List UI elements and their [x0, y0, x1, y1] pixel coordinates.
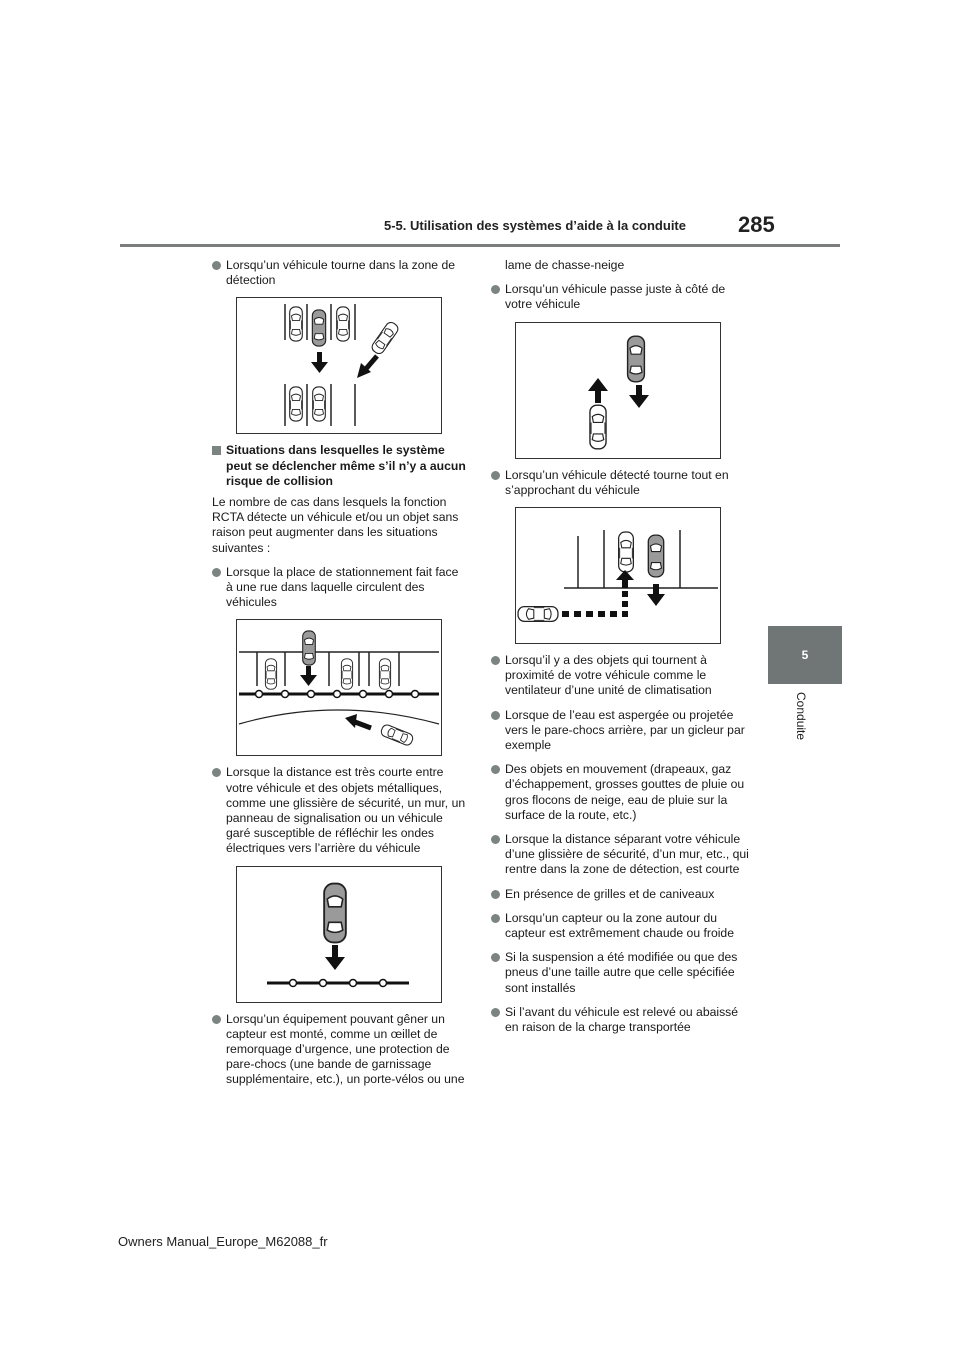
heading-square-icon: [212, 446, 221, 455]
bullet-icon: [491, 953, 500, 962]
bullet-icon: [491, 914, 500, 923]
bullet-icon: [212, 261, 221, 270]
list-item: [491, 832, 751, 878]
list-item-text: Lorsqu’un capteur ou la zone autour du capteur est extrêmement chaude ou froide: [505, 910, 734, 941]
chapter-number: 5: [801, 648, 809, 662]
list-item: [491, 887, 751, 902]
list-item: [491, 708, 751, 754]
list-item-continued: lame de chasse-neige: [505, 258, 625, 272]
list-item-text: Si la suspension a été modifiée ou que des pneus d’une taille autre que celle spécifiée sont installés: [505, 950, 738, 995]
list-item: [491, 762, 751, 823]
list-item-text: Lorsqu’un véhicule détecté tourne tout en s’approchant du véhicule: [505, 467, 729, 497]
list-item: [212, 1012, 468, 1088]
list-item: [212, 565, 468, 611]
left-column: [212, 258, 468, 1097]
list-item-text: En présence de grilles et de caniveaux: [505, 886, 715, 901]
figure-guardrail-close: [236, 866, 442, 1003]
bullet-icon: [212, 768, 221, 777]
list-item-text: Des objets en mouvement (drapeaux, gaz d’échappement, grosses gouttes de pluie ou gros flocons de neige, eau de pluie sur la surface de la route, etc.): [505, 762, 745, 822]
bullet-icon: [212, 568, 221, 577]
bullet-icon: [491, 890, 500, 899]
list-item: [491, 1005, 751, 1035]
footer-document-name: Owners Manual_Europe_M62088_fr: [118, 1234, 328, 1249]
figure-vehicle-turning-in-zone: [236, 297, 442, 434]
list-item-text: Lorsque la distance est très courte entre votre véhicule et des objets métalliques, comme une glissière de sécurité, un mur, un panneau de signalisation ou un véhicule garé susceptible de réfléchir les ondes électriques vers l’arrière du véhicule: [226, 765, 466, 856]
right-column: [491, 258, 751, 1044]
header-rule: [120, 244, 840, 247]
list-item: [491, 282, 751, 312]
bullet-icon: [491, 656, 500, 665]
figure-detected-vehicle-turning: [515, 507, 721, 644]
bullet-icon: [491, 711, 500, 720]
chapter-label: Conduite: [794, 692, 808, 741]
list-item: [491, 468, 751, 498]
list-item-text: Lorsqu’un véhicule tourne dans la zone de détection: [226, 258, 456, 288]
bullet-icon: [491, 765, 500, 774]
bullet-icon: [212, 1015, 221, 1024]
page-number: 285: [738, 212, 775, 237]
list-item-text: Lorsqu’un équipement pouvant gêner un capteur est monté, comme un œillet de remorquage d’urgence, une protection de pare-chocs (une bande de garnissage supplémentaire, etc.), un porte-vélos ou une: [226, 1011, 465, 1087]
figure-parking-facing-street: [236, 619, 442, 756]
list-item-text: Lorsqu’un véhicule passe juste à côté de votre véhicule: [505, 282, 726, 312]
bullet-icon: [491, 835, 500, 844]
list-item-text: Lorsque la distance séparant votre véhicule d’une glissière de sécurité, d’un mur, etc., qui rentre dans la zone de détection, est courte: [505, 832, 749, 877]
section-heading: Situations dans lesquelles le système peut se déclencher même s’il n’y a aucun risque de collision: [212, 443, 468, 489]
list-item-text: Si l’avant du véhicule est relevé ou abaissé en raison de la charge transportée: [505, 1004, 739, 1035]
figure-vehicle-passing-beside: [515, 322, 721, 459]
list-item: [212, 765, 468, 856]
list-item-text: Lorsque de l’eau est aspergée ou projetée vers le pare-chocs arrière, par un gicleur par exemple: [505, 707, 745, 753]
bullet-icon: [491, 1008, 500, 1017]
list-item: [491, 911, 751, 941]
intro-paragraph: Le nombre de cas dans lesquels la fonction RCTA détecte un véhicule et/ou un objet sans raison peut augmenter dans les situations suivantes :: [212, 495, 459, 555]
bullet-icon: [491, 471, 500, 480]
list-item: [491, 653, 751, 699]
section-title: 5-5. Utilisation des systèmes d’aide à la conduite: [384, 218, 686, 233]
list-item: [212, 258, 468, 288]
bullet-icon: [491, 285, 500, 294]
chapter-tab[interactable]: [768, 626, 842, 684]
list-item-text: Lorsqu’il y a des objets qui tournent à proximité de votre véhicule comme le ventilateur d’une unité de climatisation: [505, 653, 712, 698]
list-item-text: Lorsque la place de stationnement fait face à une rue dans laquelle circulent des véhicules: [226, 564, 459, 610]
list-item: [491, 950, 751, 996]
